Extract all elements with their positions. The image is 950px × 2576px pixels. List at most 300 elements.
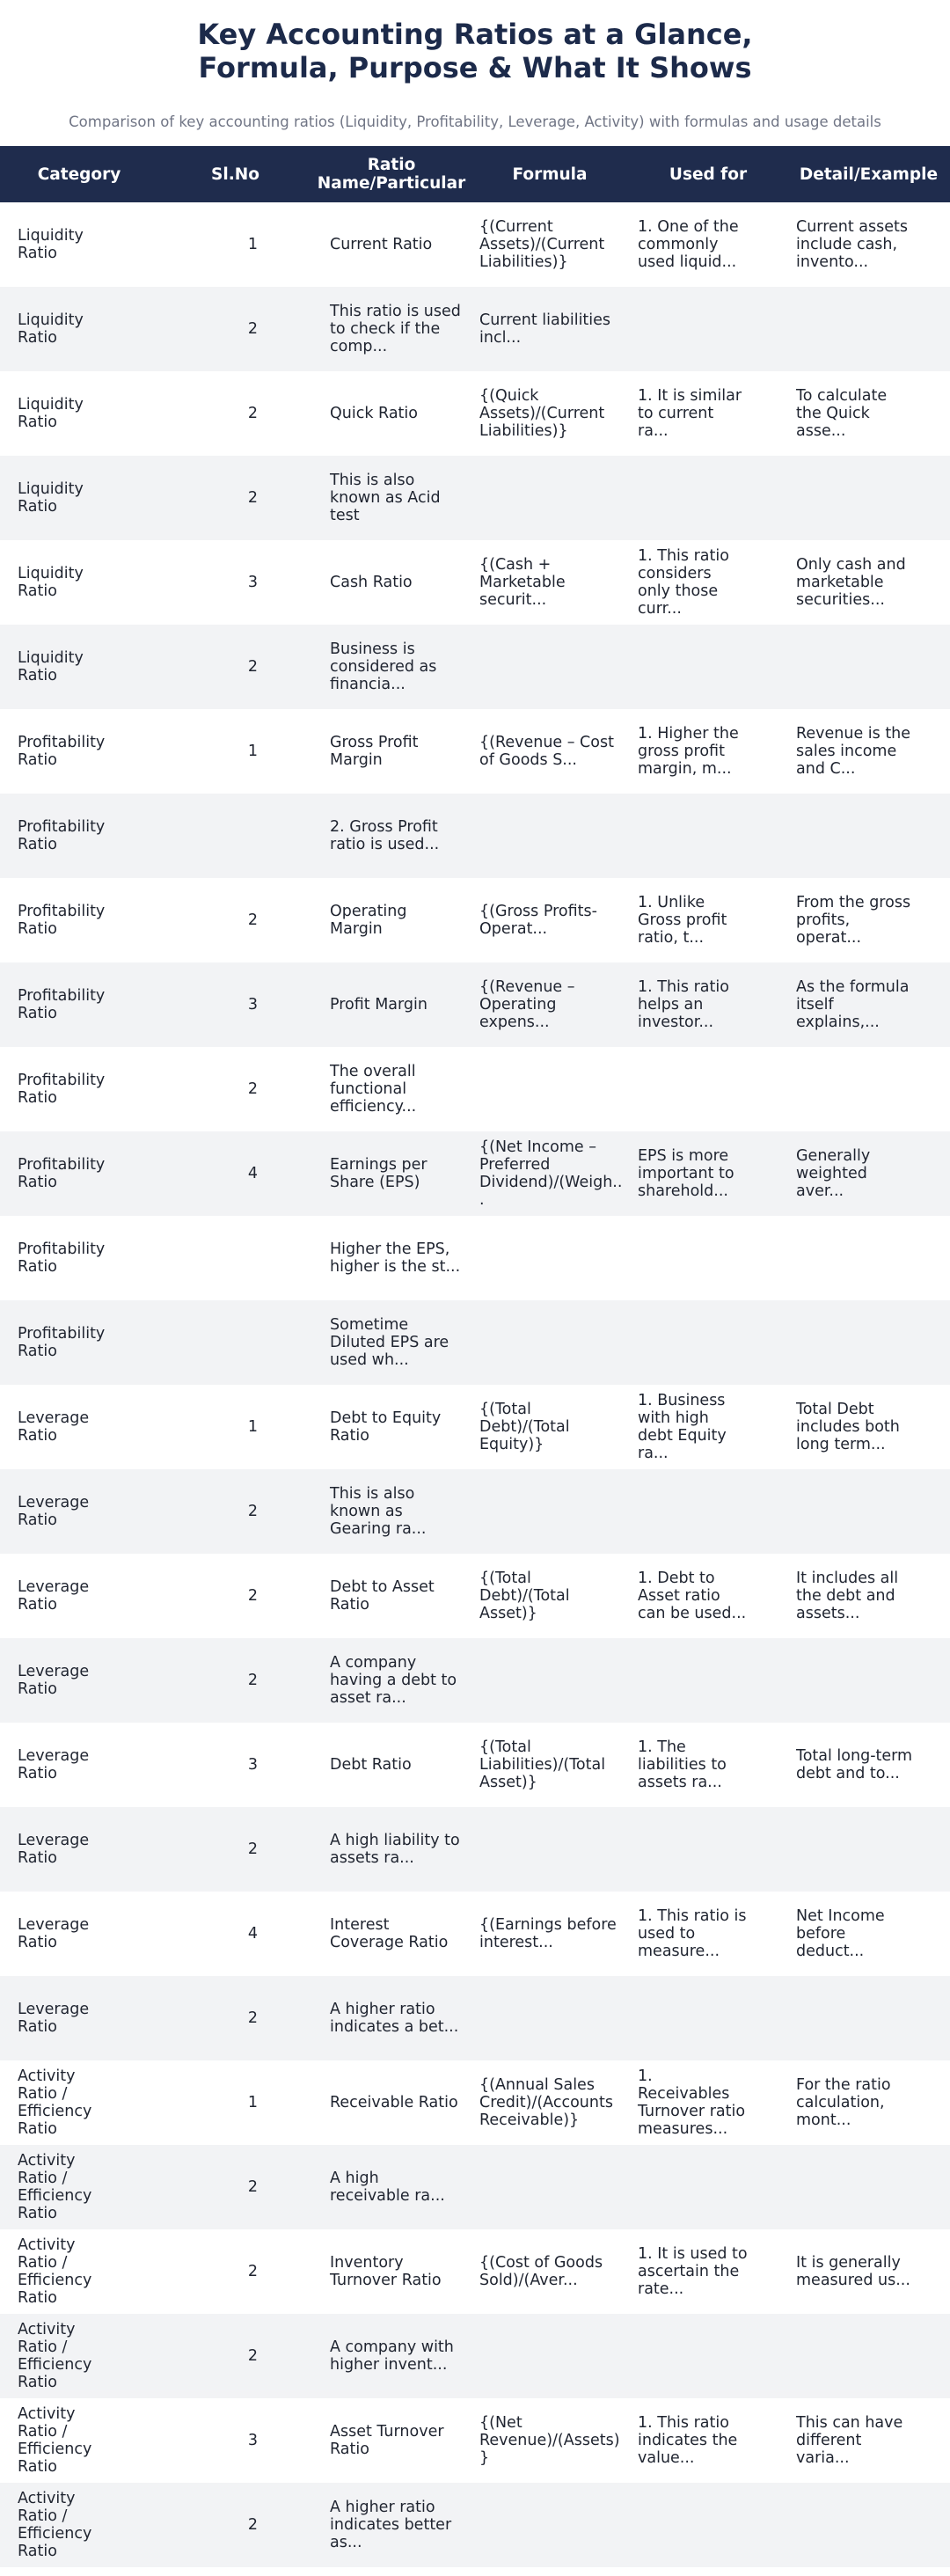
table-row <box>0 2060 950 2145</box>
cell-slno-text: 1 <box>247 2094 259 2111</box>
cell-detail-text: Net Income before deduct... <box>796 1907 885 1960</box>
cell-used-for-text: EPS is more important to sharehold... <box>638 1147 734 1200</box>
cell-formula <box>471 1300 629 1385</box>
cell-ratio-name-text: Business is considered as financia... <box>330 640 437 693</box>
cell-detail <box>787 1807 950 1892</box>
cell-category-text: Profitability Ratio <box>18 1156 106 1191</box>
cell-category <box>0 2483 158 2567</box>
cell-category <box>0 2229 158 2314</box>
cell-slno-text: 2 <box>247 2178 259 2196</box>
cell-ratio-name <box>312 2314 471 2398</box>
cell-used-for <box>629 2314 787 2398</box>
table-row <box>0 1807 950 1892</box>
cell-detail <box>787 2314 950 2398</box>
cell-category-text: Profitability Ratio <box>18 987 106 1022</box>
cell-used-for-text: 1. The liabilities to assets ra... <box>638 1738 727 1791</box>
cell-ratio-name <box>312 2145 471 2229</box>
cell-used-for <box>629 2483 787 2567</box>
cell-category <box>0 962 158 1047</box>
cell-ratio-name <box>312 962 471 1047</box>
cell-ratio-name-text: 2. Gross Profit ratio is used... <box>330 818 440 853</box>
table-row <box>0 1385 950 1469</box>
cell-ratio-name-text: Sometime Diluted EPS are used wh... <box>330 1316 449 1369</box>
cell-slno-text: 1 <box>247 236 259 253</box>
table-row <box>0 202 950 287</box>
cell-slno <box>158 1638 312 1723</box>
table-row <box>0 794 950 878</box>
cell-category <box>0 202 158 287</box>
table-row <box>0 625 950 709</box>
cell-slno-text: 2 <box>247 1080 259 1098</box>
cell-category <box>0 1807 158 1892</box>
cell-used-for <box>629 2398 787 2483</box>
cell-formula <box>471 962 629 1047</box>
table-row <box>0 456 950 540</box>
cell-ratio-name <box>312 1723 471 1807</box>
cell-ratio-name <box>312 1638 471 1723</box>
cell-slno <box>158 1976 312 2060</box>
cell-slno <box>158 1385 312 1469</box>
cell-slno-text: 4 <box>247 1165 259 1182</box>
cell-formula-text: {(Cash + Marketable securit... <box>479 556 566 609</box>
cell-used-for <box>629 1638 787 1723</box>
cell-detail <box>787 1723 950 1807</box>
cell-slno <box>158 2229 312 2314</box>
cell-formula <box>471 625 629 709</box>
cell-category-text: Liquidity Ratio <box>18 396 84 431</box>
cell-detail <box>787 709 950 794</box>
cell-ratio-name <box>312 456 471 540</box>
cell-formula <box>471 1807 629 1892</box>
cell-used-for <box>629 1554 787 1638</box>
cell-slno <box>158 962 312 1047</box>
cell-formula <box>471 2229 629 2314</box>
cell-category <box>0 1976 158 2060</box>
cell-used-for <box>629 456 787 540</box>
cell-formula <box>471 878 629 962</box>
cell-category <box>0 540 158 625</box>
cell-ratio-name <box>312 1469 471 1554</box>
cell-formula-text: {(Total Liabilities)/(Total Asset)} <box>479 1738 606 1791</box>
cell-used-for <box>629 540 787 625</box>
cell-formula-text: {(Revenue – Operating expens... <box>479 978 575 1031</box>
cell-category <box>0 1638 158 1723</box>
cell-slno-text: 3 <box>247 574 259 591</box>
cell-formula <box>471 456 629 540</box>
table-row <box>0 709 950 794</box>
cell-slno-text: 1 <box>247 1418 259 1436</box>
cell-slno <box>158 625 312 709</box>
cell-ratio-name-text: A high liability to assets ra... <box>330 1832 460 1867</box>
column-header-slno: Sl.No <box>211 165 259 184</box>
cell-used-for <box>629 2229 787 2314</box>
cell-used-for <box>629 878 787 962</box>
cell-ratio-name <box>312 2398 471 2483</box>
cell-slno-text: 2 <box>247 1672 259 1689</box>
cell-formula <box>471 1385 629 1469</box>
cell-detail <box>787 1131 950 1216</box>
column-header-used-for: Used for <box>669 165 748 184</box>
cell-used-for <box>629 1047 787 1131</box>
cell-category-text: Leverage Ratio <box>18 1832 90 1867</box>
cell-ratio-name-text: This is also known as Acid test <box>330 472 441 524</box>
cell-category <box>0 1047 158 1131</box>
cell-slno <box>158 2314 312 2398</box>
cell-category <box>0 1892 158 1976</box>
cell-ratio-name-text: Receivable Ratio <box>330 2094 458 2111</box>
cell-category <box>0 794 158 878</box>
table-row <box>0 878 950 962</box>
cell-slno-text: 4 <box>247 1925 259 1943</box>
cell-formula <box>471 794 629 878</box>
cell-detail <box>787 2145 950 2229</box>
cell-formula-text: {(Current Assets)/(Current Liabilities)} <box>479 218 605 271</box>
cell-formula <box>471 287 629 371</box>
cell-formula <box>471 1554 629 1638</box>
cell-category-text: Leverage Ratio <box>18 1916 90 1951</box>
cell-ratio-name-text: Gross Profit Margin <box>330 734 419 769</box>
table-row <box>0 962 950 1047</box>
cell-detail <box>787 962 950 1047</box>
cell-used-for-text: 1. This ratio is used to measure... <box>638 1907 747 1960</box>
cell-slno <box>158 2060 312 2145</box>
cell-used-for <box>629 625 787 709</box>
cell-detail <box>787 287 950 371</box>
cell-slno-text: 3 <box>247 2432 259 2449</box>
cell-used-for <box>629 1131 787 1216</box>
cell-category-text: Profitability Ratio <box>18 1072 106 1107</box>
cell-ratio-name <box>312 1216 471 1300</box>
cell-detail-text: It includes all the debt and assets... <box>796 1570 899 1622</box>
cell-category-text: Liquidity Ratio <box>18 649 84 684</box>
cell-ratio-name-text: Cash Ratio <box>330 574 413 591</box>
cell-slno-text: 2 <box>247 1587 259 1605</box>
cell-formula <box>471 2060 629 2145</box>
cell-ratio-name-text: A high receivable ra... <box>330 2170 445 2205</box>
cell-used-for-text: 1. One of the commonly used liquid... <box>638 218 739 271</box>
cell-category-text: Activity Ratio / Efficiency Ratio <box>18 2321 92 2391</box>
cell-slno <box>158 371 312 456</box>
cell-used-for <box>629 2060 787 2145</box>
cell-detail <box>787 1300 950 1385</box>
cell-used-for <box>629 1807 787 1892</box>
cell-detail <box>787 878 950 962</box>
cell-ratio-name-text: The overall functional efficiency... <box>330 1063 417 1116</box>
table-row <box>0 1047 950 1131</box>
cell-formula-text: {(Net Revenue)/(Assets)} <box>479 2414 620 2467</box>
cell-formula <box>471 1638 629 1723</box>
table-body <box>0 202 950 2567</box>
cell-ratio-name-text: This is also known as Gearing ra... <box>330 1485 427 1538</box>
cell-used-for-text: 1. Business with high debt Equity ra... <box>638 1392 727 1462</box>
cell-detail-text: To calculate the Quick asse... <box>796 387 888 440</box>
page-subtitle: Comparison of key accounting ratios (Liquidity, Profitability, Leverage, Activity) with formulas and usage details <box>69 113 881 130</box>
cell-category-text: Leverage Ratio <box>18 1409 90 1445</box>
cell-category <box>0 1216 158 1300</box>
cell-ratio-name <box>312 709 471 794</box>
cell-detail-text: Total Debt includes both long term... <box>796 1401 900 1453</box>
table-row <box>0 2229 950 2314</box>
cell-detail <box>787 540 950 625</box>
cell-detail <box>787 456 950 540</box>
cell-detail-text: It is generally measured us... <box>796 2254 910 2289</box>
cell-category-text: Activity Ratio / Efficiency Ratio <box>18 2152 92 2222</box>
cell-formula <box>471 709 629 794</box>
cell-category <box>0 2314 158 2398</box>
cell-formula <box>471 540 629 625</box>
cell-slno-text: 2 <box>247 405 259 422</box>
cell-slno-text: 2 <box>247 2347 259 2365</box>
cell-category-text: Activity Ratio / Efficiency Ratio <box>18 2067 92 2138</box>
cell-category <box>0 1469 158 1554</box>
cell-category <box>0 371 158 456</box>
cell-formula-text: {(Revenue – Cost of Goods S... <box>479 734 614 769</box>
cell-used-for <box>629 1385 787 1469</box>
cell-formula-text: {(Quick Assets)/(Current Liabilities)} <box>479 387 605 440</box>
cell-used-for <box>629 287 787 371</box>
cell-slno <box>158 1131 312 1216</box>
cell-ratio-name-text: A higher ratio indicates better as... <box>330 2499 452 2551</box>
cell-slno <box>158 709 312 794</box>
column-header-category: Category <box>37 165 121 184</box>
cell-detail <box>787 1892 950 1976</box>
cell-used-for <box>629 1300 787 1385</box>
cell-ratio-name-text: Quick Ratio <box>330 405 418 422</box>
cell-slno <box>158 1723 312 1807</box>
cell-used-for-text: 1. This ratio helps an investor... <box>638 978 729 1031</box>
cell-category-text: Leverage Ratio <box>18 1747 90 1782</box>
cell-ratio-name-text: Interest Coverage Ratio <box>330 1916 449 1951</box>
table-row <box>0 2398 950 2483</box>
cell-used-for-text: 1. Higher the gross profit margin, m... <box>638 725 739 778</box>
cell-ratio-name <box>312 794 471 878</box>
cell-ratio-name <box>312 1976 471 2060</box>
cell-category-text: Activity Ratio / Efficiency Ratio <box>18 2490 92 2560</box>
cell-ratio-name <box>312 1892 471 1976</box>
cell-used-for-text: 1. Unlike Gross profit ratio, t... <box>638 894 727 947</box>
cell-formula <box>471 1047 629 1131</box>
cell-detail <box>787 1469 950 1554</box>
cell-ratio-name <box>312 2483 471 2567</box>
cell-ratio-name-text: Operating Margin <box>330 903 407 938</box>
cell-category-text: Leverage Ratio <box>18 1494 90 1529</box>
cell-slno <box>158 1300 312 1385</box>
cell-slno <box>158 1892 312 1976</box>
cell-formula <box>471 2398 629 2483</box>
cell-formula-text: {(Total Debt)/(Total Asset)} <box>479 1570 570 1622</box>
cell-ratio-name <box>312 287 471 371</box>
cell-formula-text: {(Total Debt)/(Total Equity)} <box>479 1401 570 1453</box>
cell-used-for <box>629 1723 787 1807</box>
cell-ratio-name <box>312 371 471 456</box>
table-row <box>0 1892 950 1976</box>
cell-category-text: Profitability Ratio <box>18 1240 106 1276</box>
cell-ratio-name-text: A company having a debt to asset ra... <box>330 1654 457 1707</box>
cell-category <box>0 456 158 540</box>
cell-formula-text: {(Net Income – Preferred Dividend)/(Weigh... <box>479 1138 623 1209</box>
cell-detail-text: From the gross profits, operat... <box>796 894 911 947</box>
cell-used-for <box>629 202 787 287</box>
cell-detail <box>787 1385 950 1469</box>
cell-slno <box>158 1216 312 1300</box>
cell-formula <box>471 2483 629 2567</box>
cell-ratio-name <box>312 1385 471 1469</box>
cell-category <box>0 1723 158 1807</box>
cell-ratio-name-text: Debt to Asset Ratio <box>330 1578 435 1614</box>
cell-slno-text: 2 <box>247 911 259 929</box>
table-header <box>0 146 950 202</box>
cell-used-for <box>629 371 787 456</box>
cell-detail <box>787 625 950 709</box>
cell-used-for <box>629 709 787 794</box>
cell-used-for-text: 1. Receivables Turnover ratio measures... <box>638 2067 746 2138</box>
cell-category-text: Liquidity Ratio <box>18 480 84 516</box>
cell-detail <box>787 2398 950 2483</box>
table-row <box>0 1554 950 1638</box>
cell-category-text: Activity Ratio / Efficiency Ratio <box>18 2405 92 2476</box>
cell-category-text: Leverage Ratio <box>18 1663 90 1698</box>
cell-ratio-name-text: This ratio is used to check if the comp... <box>330 303 461 355</box>
cell-used-for <box>629 1216 787 1300</box>
cell-formula-text: {(Earnings before interest... <box>479 1916 617 1951</box>
cell-used-for <box>629 2145 787 2229</box>
cell-detail <box>787 2483 950 2567</box>
table-row <box>0 371 950 456</box>
cell-formula <box>471 1131 629 1216</box>
table-row <box>0 2145 950 2229</box>
cell-category <box>0 2398 158 2483</box>
cell-category <box>0 1554 158 1638</box>
cell-ratio-name-text: A company with higher invent... <box>330 2338 454 2374</box>
cell-slno-text: 3 <box>247 996 259 1014</box>
table-row <box>0 1723 950 1807</box>
table-row <box>0 1300 950 1385</box>
table-row <box>0 540 950 625</box>
cell-detail-text: Current assets include cash, invento... <box>796 218 908 271</box>
cell-slno <box>158 540 312 625</box>
cell-category <box>0 2145 158 2229</box>
cell-category-text: Leverage Ratio <box>18 1578 90 1614</box>
cell-ratio-name <box>312 202 471 287</box>
cell-used-for <box>629 1976 787 2060</box>
cell-slno-text: 3 <box>247 1756 259 1774</box>
cell-ratio-name-text: Inventory Turnover Ratio <box>330 2254 442 2289</box>
cell-ratio-name-text: Debt to Equity Ratio <box>330 1409 442 1445</box>
table-row <box>0 1976 950 2060</box>
cell-ratio-name <box>312 1300 471 1385</box>
cell-ratio-name-text: A higher ratio indicates a bet... <box>330 2001 459 2036</box>
cell-category <box>0 709 158 794</box>
cell-category <box>0 287 158 371</box>
cell-slno <box>158 878 312 962</box>
cell-ratio-name <box>312 1131 471 1216</box>
cell-category-text: Liquidity Ratio <box>18 565 84 600</box>
table-row <box>0 2483 950 2567</box>
cell-slno-text: 2 <box>247 320 259 338</box>
cell-slno <box>158 794 312 878</box>
page-header <box>0 0 950 146</box>
cell-detail <box>787 794 950 878</box>
cell-used-for <box>629 1469 787 1554</box>
cell-category <box>0 2060 158 2145</box>
cell-used-for <box>629 794 787 878</box>
cell-slno-text: 1 <box>247 743 259 760</box>
cell-detail-text: Total long-term debt and to... <box>796 1747 913 1782</box>
cell-formula <box>471 1723 629 1807</box>
cell-used-for-text: 1. It is similar to current ra... <box>638 387 742 440</box>
cell-slno-text: 2 <box>247 2263 259 2280</box>
cell-category <box>0 1385 158 1469</box>
column-header-formula: Formula <box>512 165 588 184</box>
cell-slno <box>158 2483 312 2567</box>
column-header-ratio-name: Ratio Name/Particular <box>317 156 466 193</box>
cell-used-for-text: 1. It is used to ascertain the rate... <box>638 2245 748 2298</box>
cell-slno-text: 2 <box>247 2009 259 2027</box>
cell-formula <box>471 2145 629 2229</box>
cell-slno <box>158 1807 312 1892</box>
cell-detail <box>787 371 950 456</box>
cell-ratio-name-text: Current Ratio <box>330 236 433 253</box>
cell-formula <box>471 202 629 287</box>
cell-category <box>0 878 158 962</box>
cell-category-text: Liquidity Ratio <box>18 227 84 262</box>
cell-slno <box>158 456 312 540</box>
table-row <box>0 2314 950 2398</box>
cell-detail <box>787 1216 950 1300</box>
cell-category-text: Profitability Ratio <box>18 818 106 853</box>
cell-detail <box>787 1047 950 1131</box>
cell-slno-text: 2 <box>247 658 259 676</box>
cell-detail <box>787 1976 950 2060</box>
cell-detail-text: Revenue is the sales income and C... <box>796 725 911 778</box>
cell-detail-text: Generally weighted aver... <box>796 1147 871 1200</box>
cell-detail <box>787 1554 950 1638</box>
cell-category-text: Profitability Ratio <box>18 903 106 938</box>
cell-formula <box>471 1892 629 1976</box>
cell-slno-text: 2 <box>247 489 259 507</box>
cell-ratio-name-text: Profit Margin <box>330 996 428 1014</box>
cell-detail-text: This can have different varia... <box>796 2414 903 2467</box>
cell-category-text: Liquidity Ratio <box>18 311 84 347</box>
cell-formula <box>471 371 629 456</box>
ratios-table <box>0 146 950 2567</box>
cell-slno <box>158 1554 312 1638</box>
cell-slno <box>158 2398 312 2483</box>
cell-slno <box>158 202 312 287</box>
cell-formula <box>471 1216 629 1300</box>
cell-ratio-name <box>312 1554 471 1638</box>
cell-category <box>0 1300 158 1385</box>
cell-ratio-name <box>312 625 471 709</box>
table-row <box>0 1469 950 1554</box>
page-title: Key Accounting Ratios at a Glance, Formula, Purpose & What It Shows <box>197 18 753 84</box>
cell-category <box>0 1131 158 1216</box>
table-row <box>0 287 950 371</box>
cell-slno <box>158 1047 312 1131</box>
table-row <box>0 1131 950 1216</box>
cell-slno-text: 2 <box>247 2516 259 2534</box>
cell-detail <box>787 202 950 287</box>
cell-ratio-name-text: Higher the EPS, higher is the st... <box>330 1240 461 1276</box>
cell-ratio-name <box>312 2229 471 2314</box>
cell-used-for-text: 1. This ratio indicates the value... <box>638 2414 738 2467</box>
cell-detail <box>787 2229 950 2314</box>
cell-formula-text: Current liabilities incl... <box>479 311 611 347</box>
cell-used-for-text: 1. Debt to Asset ratio can be used... <box>638 1570 747 1622</box>
cell-ratio-name-text: Debt Ratio <box>330 1756 412 1774</box>
cell-detail-text: As the formula itself explains,... <box>796 978 910 1031</box>
cell-category-text: Profitability Ratio <box>18 734 106 769</box>
